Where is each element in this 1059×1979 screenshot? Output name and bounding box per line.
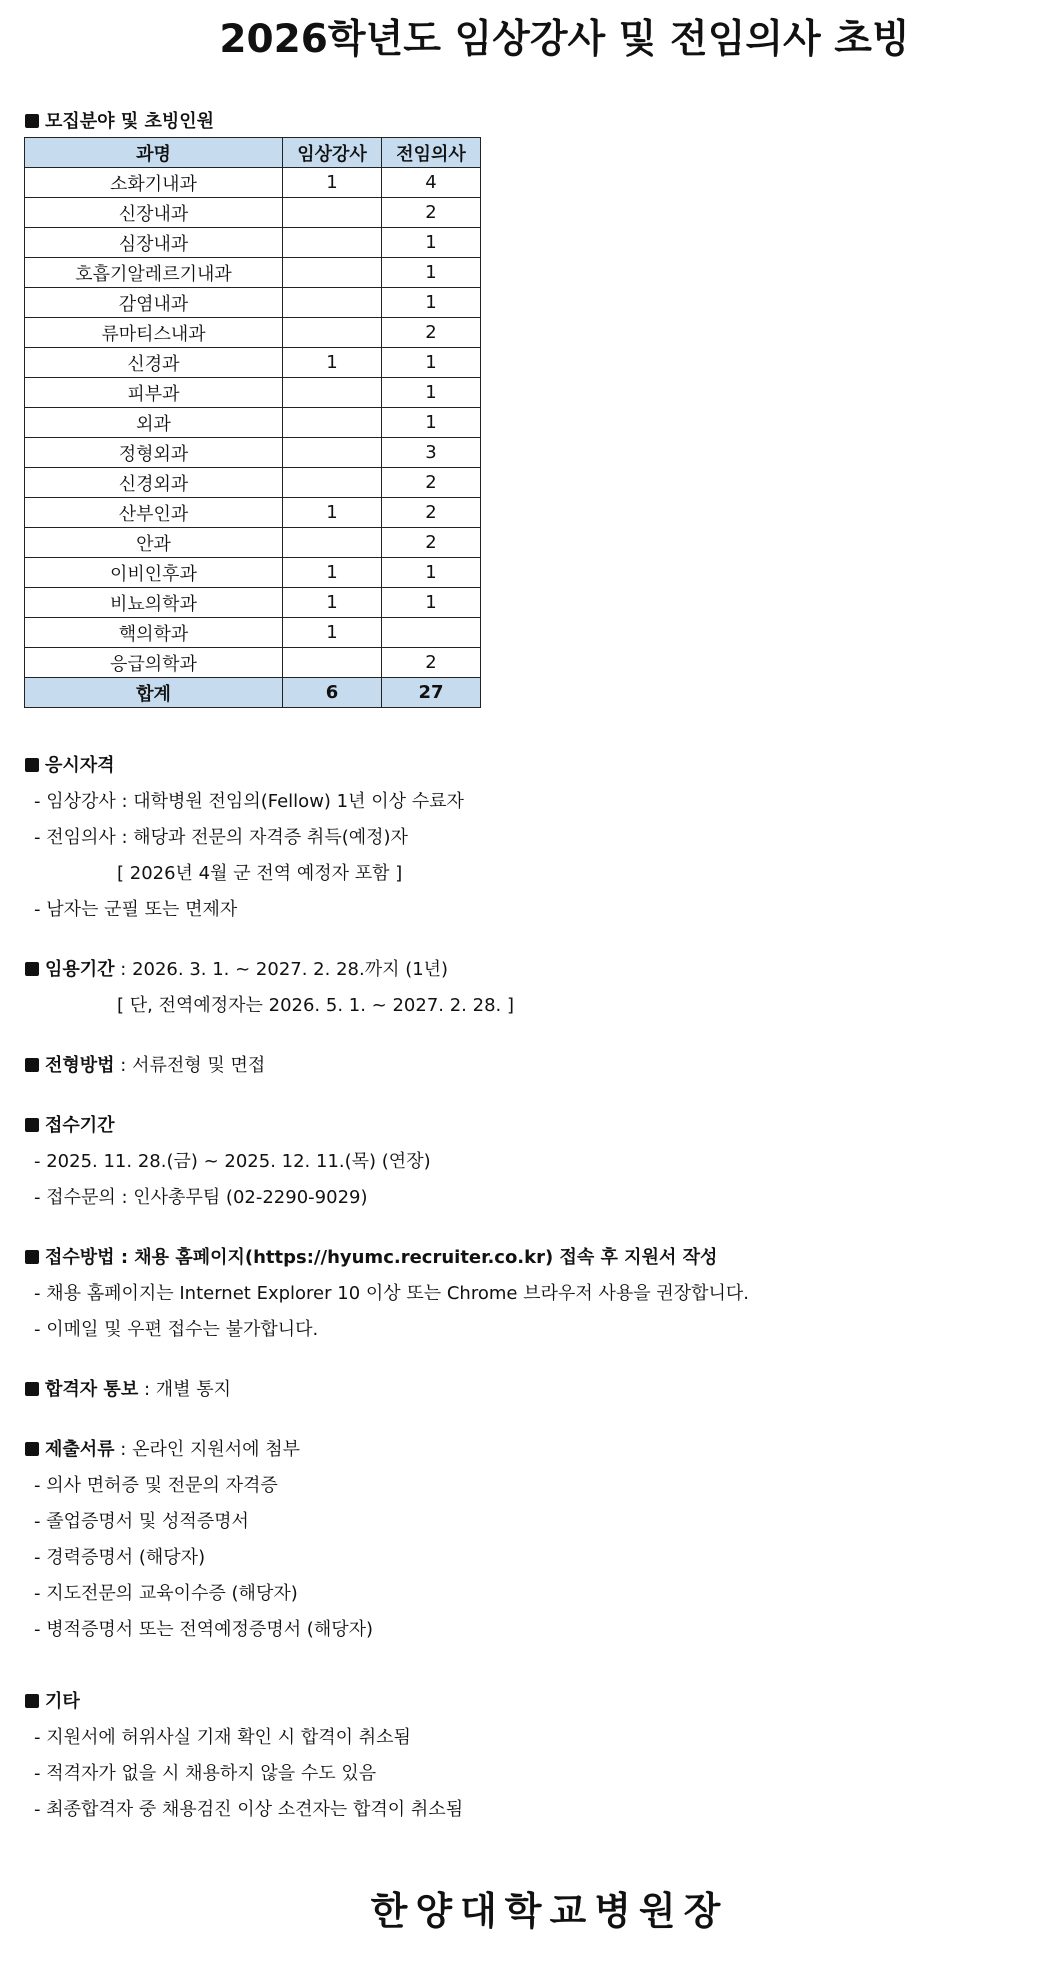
table-row: [25, 498, 481, 528]
fellow-cell: 1: [382, 228, 481, 258]
table-row: [25, 318, 481, 348]
fellow-cell: 2: [382, 648, 481, 678]
documents-heading: 제출서류 : 온라인 지원서에 첨부: [25, 1435, 300, 1461]
dept-cell: 이비인후과: [25, 558, 283, 588]
fellow-cell: 3: [382, 438, 481, 468]
dept-cell: 비뇨의학과: [25, 588, 283, 618]
dept-cell: 피부과: [25, 378, 283, 408]
documents-line: - 지도전문의 교육이수증 (해당자): [34, 1583, 298, 1604]
period-heading: 임용기간 : 2026. 3. 1. ~ 2027. 2. 28.까지 (1년): [25, 955, 448, 981]
recruit-table: [24, 137, 481, 708]
method-heading: 접수방법 : 채용 홈페이지(https://hyumc.recruiter.co.kr) 접속 후 지원서 작성: [25, 1243, 717, 1269]
column-header-clinical-lecturer: 임상강사: [283, 138, 382, 168]
total-label: 합계: [25, 678, 283, 708]
qualification-line: [ 2026년 4월 군 전역 예정자 포함 ]: [117, 863, 403, 884]
recruit-heading: 모집분야 및 초빙인원: [25, 107, 214, 133]
table-row: [25, 438, 481, 468]
etc-line: - 최종합격자 중 채용검진 이상 소견자는 합격이 취소됨: [34, 1799, 464, 1820]
bullet-square-icon: [25, 962, 39, 976]
table-row: [25, 528, 481, 558]
bullet-square-icon: [25, 114, 39, 128]
clinical-lecturer-cell: 1: [283, 348, 382, 378]
qualification-heading: 응시자격: [25, 751, 115, 777]
clinical-lecturer-cell: [283, 288, 382, 318]
dept-cell: 산부인과: [25, 498, 283, 528]
fellow-cell: 1: [382, 378, 481, 408]
page-title: 2026학년도 임상강사 및 전임의사 초빙: [219, 17, 910, 62]
table-row: [25, 378, 481, 408]
fellow-cell: 1: [382, 288, 481, 318]
clinical-lecturer-cell: [283, 318, 382, 348]
dept-cell: 신경과: [25, 348, 283, 378]
period-note: [ 단, 전역예정자는 2026. 5. 1. ~ 2027. 2. 28. ]: [117, 995, 514, 1016]
qualification-line: - 임상강사 : 대학병원 전임의(Fellow) 1년 이상 수료자: [34, 791, 464, 812]
table-row: [25, 258, 481, 288]
total-fellow: 27: [382, 678, 481, 708]
reception-line: - 2025. 11. 28.(금) ~ 2025. 12. 11.(목) (연장): [34, 1151, 431, 1172]
fellow-cell: 2: [382, 468, 481, 498]
fellow-cell: [382, 618, 481, 648]
clinical-lecturer-cell: [283, 468, 382, 498]
dept-cell: 신경외과: [25, 468, 283, 498]
clinical-lecturer-cell: [283, 258, 382, 288]
method-line: - 채용 홈페이지는 Internet Explorer 10 이상 또는 Chrome 브라우저 사용을 권장합니다.: [34, 1283, 750, 1304]
notice-heading: 합격자 통보 : 개별 통지: [25, 1375, 231, 1401]
clinical-lecturer-cell: [283, 378, 382, 408]
documents-line: - 의사 면허증 및 전문의 자격증: [34, 1475, 278, 1496]
table-row: [25, 348, 481, 378]
clinical-lecturer-cell: [283, 528, 382, 558]
etc-heading: 기타: [25, 1687, 80, 1713]
bullet-square-icon: [25, 1694, 39, 1708]
documents-line: - 경력증명서 (해당자): [34, 1547, 206, 1568]
fellow-cell: 2: [382, 318, 481, 348]
clinical-lecturer-cell: 1: [283, 498, 382, 528]
bullet-square-icon: [25, 758, 39, 772]
dept-cell: 감염내과: [25, 288, 283, 318]
clinical-lecturer-cell: 1: [283, 618, 382, 648]
table-row: [25, 618, 481, 648]
dept-cell: 신장내과: [25, 198, 283, 228]
selection-heading: 전형방법 : 서류전형 및 면접: [25, 1051, 265, 1077]
method-line: - 이메일 및 우편 접수는 불가합니다.: [34, 1319, 319, 1340]
documents-line: - 졸업증명서 및 성적증명서: [34, 1511, 249, 1532]
clinical-lecturer-cell: [283, 408, 382, 438]
table-header-row: [25, 138, 481, 168]
fellow-cell: 1: [382, 588, 481, 618]
fellow-cell: 1: [382, 258, 481, 288]
table-row: [25, 468, 481, 498]
bullet-square-icon: [25, 1442, 39, 1456]
fellow-cell: 1: [382, 408, 481, 438]
fellow-cell: 2: [382, 498, 481, 528]
qualification-line: - 전임의사 : 해당과 전문의 자격증 취득(예정)자: [34, 827, 408, 848]
clinical-lecturer-cell: [283, 438, 382, 468]
dept-cell: 심장내과: [25, 228, 283, 258]
dept-cell: 안과: [25, 528, 283, 558]
table-row: [25, 408, 481, 438]
dept-cell: 핵의학과: [25, 618, 283, 648]
issuer-signature: 한양대학교병원장: [370, 1889, 729, 1933]
clinical-lecturer-cell: 1: [283, 168, 382, 198]
dept-cell: 소화기내과: [25, 168, 283, 198]
bullet-square-icon: [25, 1058, 39, 1072]
fellow-cell: 2: [382, 198, 481, 228]
clinical-lecturer-cell: 1: [283, 588, 382, 618]
table-row: [25, 288, 481, 318]
documents-line: - 병적증명서 또는 전역예정증명서 (해당자): [34, 1619, 374, 1640]
dept-cell: 호흡기알레르기내과: [25, 258, 283, 288]
table-row: [25, 558, 481, 588]
fellow-cell: 2: [382, 528, 481, 558]
bullet-square-icon: [25, 1118, 39, 1132]
table-row: [25, 648, 481, 678]
clinical-lecturer-cell: [283, 648, 382, 678]
bullet-square-icon: [25, 1250, 39, 1264]
total-clinical-lecturer: 6: [283, 678, 382, 708]
reception-line: - 접수문의 : 인사총무팀 (02-2290-9029): [34, 1187, 368, 1208]
fellow-cell: 1: [382, 348, 481, 378]
column-header-dept: 과명: [25, 138, 283, 168]
clinical-lecturer-cell: [283, 228, 382, 258]
table-total-row: [25, 678, 481, 708]
fellow-cell: 4: [382, 168, 481, 198]
etc-line: - 적격자가 없을 시 채용하지 않을 수도 있음: [34, 1763, 377, 1784]
reception-heading: 접수기간: [25, 1111, 115, 1137]
table-row: [25, 228, 481, 258]
dept-cell: 응급의학과: [25, 648, 283, 678]
dept-cell: 외과: [25, 408, 283, 438]
dept-cell: 류마티스내과: [25, 318, 283, 348]
dept-cell: 정형외과: [25, 438, 283, 468]
clinical-lecturer-cell: 1: [283, 558, 382, 588]
fellow-cell: 1: [382, 558, 481, 588]
table-row: [25, 588, 481, 618]
table-row: [25, 198, 481, 228]
qualification-line: - 남자는 군필 또는 면제자: [34, 899, 238, 920]
clinical-lecturer-cell: [283, 198, 382, 228]
etc-line: - 지원서에 허위사실 기재 확인 시 합격이 취소됨: [34, 1727, 411, 1748]
bullet-square-icon: [25, 1382, 39, 1396]
column-header-fellow: 전임의사: [382, 138, 481, 168]
table-row: [25, 168, 481, 198]
